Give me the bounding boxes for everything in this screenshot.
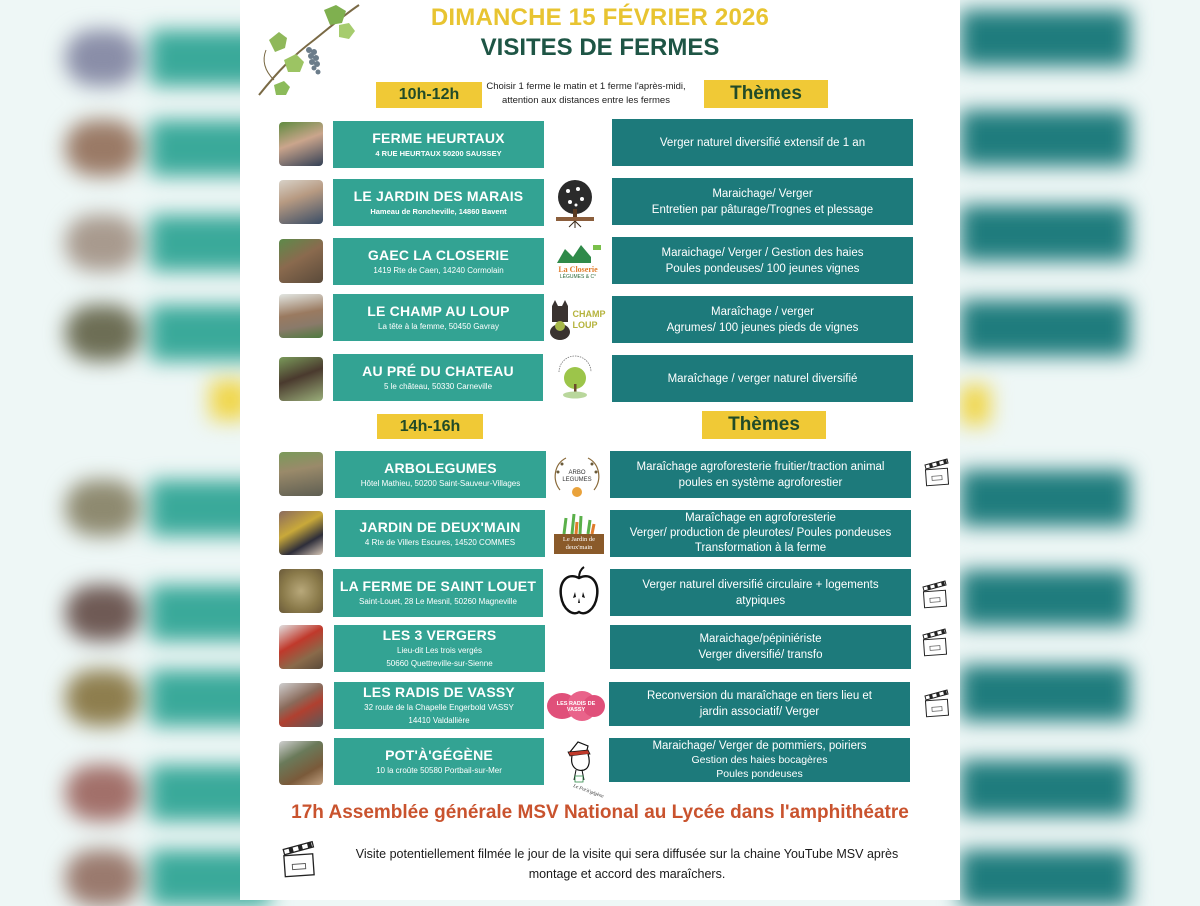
instructions-note xyxy=(486,80,686,108)
page-title: VISITES DE FERMES xyxy=(480,34,720,61)
farm-address: Lieu-dit Les trois vergés xyxy=(397,646,482,655)
theme-card xyxy=(609,738,910,782)
farm-address: Hôtel Mathieu, 50200 Saint-Sauveur-Villages xyxy=(360,478,521,488)
farm-card-ferme-heurtaux xyxy=(333,121,544,168)
morning-time-label: 10h-12h xyxy=(376,82,482,108)
farm-card-le-champ-au-loup xyxy=(333,294,544,341)
clapperboard-icon xyxy=(919,627,951,659)
theme-line: jardin associatif/ Verger xyxy=(699,706,820,718)
theme-line: Poules pondeuses xyxy=(716,768,803,780)
farmer-photo xyxy=(279,357,323,401)
farm-card-les-radis-de-vassy xyxy=(334,682,544,729)
logo-subtext: LOUP xyxy=(572,320,598,330)
theme-card xyxy=(612,178,913,225)
farm-name: LES RADIS DE VASSY xyxy=(363,684,515,700)
farm-address: 1419 Rte de Caen, 14240 Cormolain xyxy=(373,265,504,275)
farm-name: JARDIN DE DEUX'MAIN xyxy=(359,518,521,535)
logo-text: LES RADIS DE VASSY xyxy=(556,701,596,713)
clapperboard-icon xyxy=(921,688,953,720)
farm-address: 4 Rte de Villers Escures, 14520 COMMES xyxy=(364,537,516,547)
farm-address: 5 le château, 50330 Carneville xyxy=(383,381,493,391)
theme-line: Maraîchage agroforesterie fruitier/traction animal xyxy=(636,460,885,473)
afternoon-themes-label: Thèmes xyxy=(702,411,826,439)
theme-line: Verger naturel diversifié circulaire + logements xyxy=(642,578,879,591)
theme-line: Verger diversifié/ transfo xyxy=(698,649,823,661)
logo-text: CHAMP xyxy=(572,309,606,319)
theme-line: Gestion des haies bocagères xyxy=(691,754,828,766)
farm-address: Saint-Louet, 28 Le Mesnil, 50260 Magneville xyxy=(359,597,517,606)
farm-name: POT'À'GÉGÈNE xyxy=(385,746,493,763)
theme-card xyxy=(610,451,911,498)
farm-card-jardin-de-deux-main xyxy=(335,510,545,557)
theme-line: Maraîchage / verger naturel diversifié xyxy=(667,372,858,385)
note-line-1: Choisir 1 ferme le matin et 1 ferme l'après-midi, xyxy=(486,81,686,92)
farm-address: 10 la croûte 50580 Portbail-sur-Mer xyxy=(376,765,502,775)
theme-line: Entretien par pâturage/Trognes et plessage xyxy=(651,203,874,216)
farmer-photo xyxy=(279,452,323,496)
note-line-2: attention aux distances entre les fermes xyxy=(502,95,670,106)
farmer-photo xyxy=(279,180,323,224)
le-jardin-des-marais-tree-logo-icon xyxy=(546,176,604,228)
apple-logo-icon xyxy=(550,566,608,618)
farm-address: La tête à la femme, 50450 Gavray xyxy=(378,321,499,331)
filming-notice-line-2: montage et accord des maraîchers. xyxy=(528,867,726,881)
farm-address: 14410 Valdallière xyxy=(408,716,470,725)
farmer-photo xyxy=(279,683,323,727)
svg-text:Le Pot'à'gégène: Le Pot'à'gégène xyxy=(572,784,605,800)
farm-name: LE JARDIN DES MARAIS xyxy=(353,187,524,204)
theme-line: Verger naturel diversifié extensif de 1 an xyxy=(659,136,866,149)
theme-card xyxy=(610,569,911,616)
theme-line: Maraichage/ Verger xyxy=(712,187,813,200)
farmer-photo xyxy=(279,625,323,669)
farm-name: LA FERME DE SAINT LOUET xyxy=(339,578,537,594)
farm-name: ARBOLEGUMES xyxy=(384,459,497,476)
farm-address: 4 RUE HEURTAUX 50200 SAUSSEY xyxy=(375,148,502,158)
theme-card xyxy=(609,682,910,726)
theme-line: Maraîchage en agroforesterie xyxy=(685,512,836,524)
theme-line: atypiques xyxy=(735,594,786,607)
theme-line: Verger/ production de pleurotes/ Poules pondeuses xyxy=(629,527,892,539)
morning-themes-label: Thèmes xyxy=(704,80,828,108)
farm-address: 50660 Quettreville-sur-Sienne xyxy=(386,659,493,668)
le-champ-au-loup-wolf-logo-icon xyxy=(548,294,606,346)
arbolegumes-wreath-logo-icon xyxy=(548,450,606,502)
farm-card-le-jardin-des-marais xyxy=(333,179,544,226)
le-jardin-de-deuxmain-logo-icon xyxy=(550,507,608,559)
farm-card-gaec-la-closerie xyxy=(333,238,544,285)
farm-card-au-pre-du-chateau xyxy=(333,354,543,401)
theme-line: Maraichage/ Verger / Gestion des haies xyxy=(661,246,864,259)
farmer-photo xyxy=(279,741,323,785)
farm-name: LE CHAMP AU LOUP xyxy=(367,302,510,319)
clapperboard-icon xyxy=(921,457,953,489)
afternoon-time-label: 14h-16h xyxy=(377,414,483,439)
theme-line: Maraichage/pépiniériste xyxy=(699,633,822,645)
farm-name: FERME HEURTAUX xyxy=(372,129,505,146)
theme-line: Maraichage/ Verger de pommiers, poiriers xyxy=(652,740,867,752)
theme-line: Maraîchage / verger xyxy=(711,305,814,318)
svg-text:LEGUMES: LEGUMES xyxy=(562,477,592,483)
clapperboard-icon xyxy=(278,838,320,882)
farm-name: LES 3 VERGERS xyxy=(382,627,497,643)
theme-line: Reconversion du maraîchage en tiers lieu et xyxy=(646,690,872,702)
farmer-photo xyxy=(279,122,323,166)
les-radis-de-vassy-logo-icon xyxy=(547,680,605,732)
theme-line: poules en système agroforestier xyxy=(678,476,843,489)
poster-page xyxy=(240,0,960,900)
au-pre-du-chateau-tree-logo-icon xyxy=(546,352,604,404)
farm-address: 32 route de la Chapelle Engerbold VASSY xyxy=(364,703,514,712)
la-closerie-legumes-logo-icon xyxy=(549,236,607,288)
farm-name: AU PRÉ DU CHATEAU xyxy=(362,362,514,379)
svg-text:ARBO: ARBO xyxy=(568,470,586,476)
farm-card-la-ferme-de-saint-louet xyxy=(333,569,543,617)
theme-card xyxy=(610,510,911,557)
theme-line: Poules pondeuses/ 100 jeunes vignes xyxy=(665,262,860,275)
farm-address: Hameau de Roncheville, 14860 Bavent xyxy=(370,206,507,216)
farm-name: GAEC LA CLOSERIE xyxy=(367,246,510,263)
logo-text: La Closerie xyxy=(558,265,598,274)
event-date: DIMANCHE 15 FÉVRIER 2026 xyxy=(430,4,770,31)
farm-card-arbolegumes xyxy=(335,451,546,498)
theme-line: Transformation à la ferme xyxy=(694,542,827,554)
theme-card xyxy=(610,625,911,669)
farmer-photo xyxy=(279,511,323,555)
pot-a-gegene-character-logo-icon xyxy=(551,736,609,800)
theme-line: Agrumes/ 100 jeunes pieds de vignes xyxy=(666,321,859,334)
farmer-photo xyxy=(279,294,323,338)
farm-card-pot-a-gegene xyxy=(334,738,544,785)
farm-photo xyxy=(279,569,323,613)
theme-card xyxy=(612,296,913,343)
blurred-backdrop-right xyxy=(960,0,1200,900)
theme-card xyxy=(612,119,913,166)
filming-notice xyxy=(322,844,932,884)
clapperboard-icon xyxy=(919,579,951,611)
farmer-photo xyxy=(279,239,323,283)
farm-card-les-3-vergers xyxy=(334,625,545,672)
logo-text: Le Jardin de deux'main xyxy=(554,534,604,554)
blurred-backdrop-left xyxy=(0,0,240,900)
logo-subtext: LÉGUMES & C° xyxy=(559,274,597,280)
filming-notice-line-1: Visite potentiellement filmée le jour de la visite qui sera diffusée sur la chaine YouTube MSV après xyxy=(355,847,899,861)
general-assembly-announcement: 17h Assemblée générale MSV National au Lycée dans l'amphithéatre xyxy=(291,802,909,823)
theme-card xyxy=(612,237,913,284)
theme-card xyxy=(612,355,913,402)
